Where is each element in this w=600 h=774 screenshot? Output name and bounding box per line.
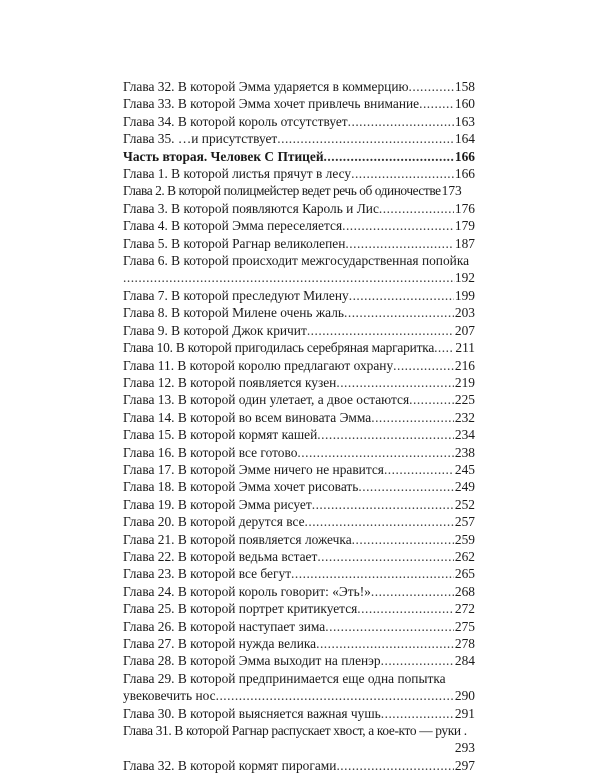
dot-leader — [344, 304, 454, 321]
toc-entry-page: 173 — [441, 183, 462, 199]
toc-entry — [123, 531, 475, 548]
dot-leader — [434, 339, 454, 356]
dot-leader — [325, 618, 454, 635]
dot-leader — [342, 217, 454, 234]
toc-entry — [123, 322, 475, 339]
dot-leader — [371, 409, 454, 426]
toc-entry-title: Глава 8. В которой Милене очень жаль — [123, 305, 344, 321]
toc-entry-page: 234 — [454, 427, 475, 443]
toc-entry — [123, 78, 475, 95]
toc-entry — [123, 95, 475, 112]
dot-leader — [357, 600, 454, 617]
toc-entry-page: 232 — [454, 409, 475, 425]
toc-entry-page: 252 — [454, 496, 475, 512]
toc-entry-title: Глава 29. В которой предпринимается еще одна попытка — [123, 670, 446, 686]
toc-entry-title-continued: увековечить нос — [123, 688, 216, 704]
toc-entry-title: Глава 32. В которой Эмма ударяется в коммерцию — [123, 79, 409, 94]
toc-entry-title: Глава 27. В которой нужда велика — [123, 636, 317, 651]
toc-entry-title: Глава 17. В которой Эмме ничего не нравится — [123, 461, 384, 477]
toc-entry — [123, 339, 475, 356]
toc-entry-title: Глава 13. В которой один улетает, а двое остаются — [123, 392, 410, 408]
toc-entry-page: 179 — [454, 218, 475, 234]
toc-entry — [123, 444, 475, 461]
toc-entry-title: Часть вторая. Человек С Птицей — [123, 148, 324, 164]
toc-entry-page: 199 — [454, 287, 475, 303]
toc-entry — [123, 357, 475, 374]
toc-entry-page: 176 — [454, 200, 475, 216]
toc-entry-page: 219 — [454, 374, 475, 390]
toc-entry-title: Глава 24. В которой король говорит: «Эть!» — [123, 583, 371, 599]
toc-entry-page: 158 — [454, 79, 475, 94]
toc-entry-title: Глава 12. В которой появляется кузен — [123, 374, 337, 390]
toc-entry-page: 160 — [454, 96, 475, 112]
dot-leader — [336, 374, 454, 391]
dot-leader — [317, 548, 454, 565]
toc-entry — [123, 722, 475, 757]
dot-leader — [371, 583, 454, 600]
toc-entry — [123, 130, 475, 147]
dot-leader — [336, 757, 453, 774]
toc-entry-page: 268 — [454, 583, 475, 599]
toc-entry — [123, 252, 475, 287]
dot-leader — [277, 130, 454, 147]
toc-entry-title: Глава 21. В которой появляется ложечка — [123, 531, 352, 547]
toc-entry-title: Глава 6. В которой происходит межгосударственная попойка — [123, 253, 470, 269]
dot-leader — [317, 426, 454, 443]
table-of-contents — [123, 78, 475, 774]
dot-leader — [409, 391, 454, 408]
dot-leader — [305, 513, 454, 530]
toc-entry — [123, 287, 475, 304]
toc-entry-page: 166 — [454, 148, 475, 164]
toc-entry-title: Глава 32. В которой кормят пирогами — [123, 757, 337, 773]
toc-entry-title: Глава 5. В которой Рагнар великолепен — [123, 235, 346, 251]
toc-entry — [123, 513, 475, 530]
toc-entry-page: 293 — [454, 740, 475, 756]
toc-entry — [123, 235, 475, 252]
toc-entry-title: Глава 30. В которой выясняется важная чушь — [123, 705, 381, 721]
toc-entry — [123, 705, 475, 722]
toc-entry-title: Глава 2. В которой полицмейстер ведет речь об одиночестве — [123, 183, 441, 199]
toc-entry-title: Глава 3. В которой появляются Кароль и Лис — [123, 200, 379, 216]
toc-entry-page: 265 — [454, 566, 475, 582]
toc-entry-title: Глава 22. В которой ведьма встает — [123, 548, 318, 564]
dot-leader — [393, 357, 454, 374]
dot-leader — [348, 113, 454, 130]
toc-entry — [123, 165, 475, 182]
toc-entry-title: Глава 23. В которой все бегут — [123, 566, 292, 582]
toc-part-heading — [123, 148, 475, 165]
toc-entry — [123, 652, 475, 669]
toc-entry-title: Глава 11. В которой королю предлагают охрану — [123, 357, 394, 373]
toc-entry-title: Глава 25. В которой портрет критикуется — [123, 601, 358, 617]
dot-leader — [291, 565, 454, 582]
toc-entry-page: 216 — [454, 357, 475, 373]
dot-leader — [384, 461, 454, 478]
toc-entry-title: Глава 14. В которой во всем виновата Эмма — [123, 409, 372, 425]
dot-leader — [307, 322, 454, 339]
toc-entry — [123, 583, 475, 600]
toc-entry-title: Глава 34. В которой король отсутствует — [123, 113, 348, 129]
dot-leader — [381, 652, 454, 669]
dot-leader — [297, 444, 454, 461]
toc-entry-page: 166 — [454, 166, 475, 182]
toc-entry-page: 211 — [455, 340, 475, 356]
toc-entry-page: 203 — [454, 305, 475, 321]
toc-entry — [123, 461, 475, 478]
dot-leader — [123, 269, 455, 286]
toc-entry-page: 272 — [454, 601, 475, 617]
toc-entry-title: Глава 33. В которой Эмма хочет привлечь внимание — [123, 96, 420, 112]
toc-entry — [123, 200, 475, 217]
toc-entry — [123, 618, 475, 635]
dot-leader — [358, 478, 454, 495]
toc-entry — [123, 548, 475, 565]
toc-entry-title: Глава 1. В которой листья прячут в лесу — [123, 166, 352, 182]
dot-leader — [216, 687, 455, 704]
toc-entry-title: Глава 16. В которой все готово — [123, 444, 298, 460]
toc-entry-page: 238 — [454, 444, 475, 460]
toc-entry-page: 290 — [454, 688, 475, 704]
dot-leader — [324, 148, 454, 165]
toc-entry-page: 262 — [454, 548, 475, 564]
dot-leader — [379, 200, 454, 217]
toc-entry-page: 187 — [454, 235, 475, 251]
toc-entry-page: 207 — [454, 322, 475, 338]
toc-entry — [123, 182, 475, 199]
toc-entry-title: Глава 31. В которой Рагнар распускает хвост, а кое-кто — руки . — [123, 723, 467, 739]
toc-entry-page: 257 — [454, 514, 475, 530]
toc-entry-title: Глава 15. В которой кормят кашей — [123, 427, 318, 443]
toc-entry-page: 284 — [454, 653, 475, 669]
dot-leader — [351, 165, 454, 182]
dot-leader — [312, 496, 454, 513]
toc-entry-page: 275 — [454, 618, 475, 634]
toc-entry-title: Глава 20. В которой дерутся все — [123, 514, 305, 530]
toc-entry — [123, 426, 475, 443]
dot-leader — [349, 287, 454, 304]
toc-entry-title: Глава 19. В которой Эмма рисует — [123, 496, 312, 512]
toc-entry-page: 225 — [454, 392, 475, 408]
toc-entry — [123, 304, 475, 321]
toc-entry-title: Глава 26. В которой наступает зима — [123, 618, 326, 634]
toc-entry-page: 259 — [454, 531, 475, 547]
dot-leader — [352, 531, 454, 548]
toc-entry — [123, 113, 475, 130]
toc-entry — [123, 600, 475, 617]
toc-entry-page: 249 — [454, 479, 475, 495]
toc-entry — [123, 374, 475, 391]
toc-entry-title: Глава 7. В которой преследуют Милену — [123, 287, 349, 303]
dot-leader — [381, 705, 454, 722]
toc-entry-page: 278 — [454, 636, 475, 651]
dot-leader — [419, 95, 454, 112]
toc-entry-page: 192 — [454, 270, 475, 286]
toc-entry — [123, 217, 475, 234]
toc-entry — [123, 391, 475, 408]
toc-entry-title: Глава 4. В которой Эмма переселяется — [123, 218, 343, 234]
toc-entry-page: 245 — [454, 461, 475, 477]
toc-entry — [123, 565, 475, 582]
dot-leader — [409, 78, 454, 95]
toc-entry-title: Глава 18. В которой Эмма хочет рисовать — [123, 479, 359, 495]
dot-leader — [345, 235, 454, 252]
dot-leader — [316, 635, 454, 652]
toc-entry-page: 164 — [454, 131, 475, 147]
toc-entry-title: Глава 10. В которой пригодилась серебряная маргаритка — [123, 340, 435, 356]
toc-entry — [123, 478, 475, 495]
toc-entry-title: Глава 35. …и присутствует — [123, 131, 278, 147]
toc-entry — [123, 670, 475, 705]
toc-entry — [123, 757, 475, 774]
toc-entry-page: 291 — [454, 705, 475, 721]
toc-entry — [123, 409, 475, 426]
toc-entry-title: Глава 28. В которой Эмма выходит на пленэр — [123, 653, 381, 669]
toc-entry — [123, 635, 475, 652]
toc-entry-title: Глава 9. В которой Джок кричит — [123, 322, 307, 338]
toc-entry — [123, 496, 475, 513]
toc-entry-page: 163 — [454, 113, 475, 129]
toc-entry-page: 297 — [454, 757, 475, 773]
